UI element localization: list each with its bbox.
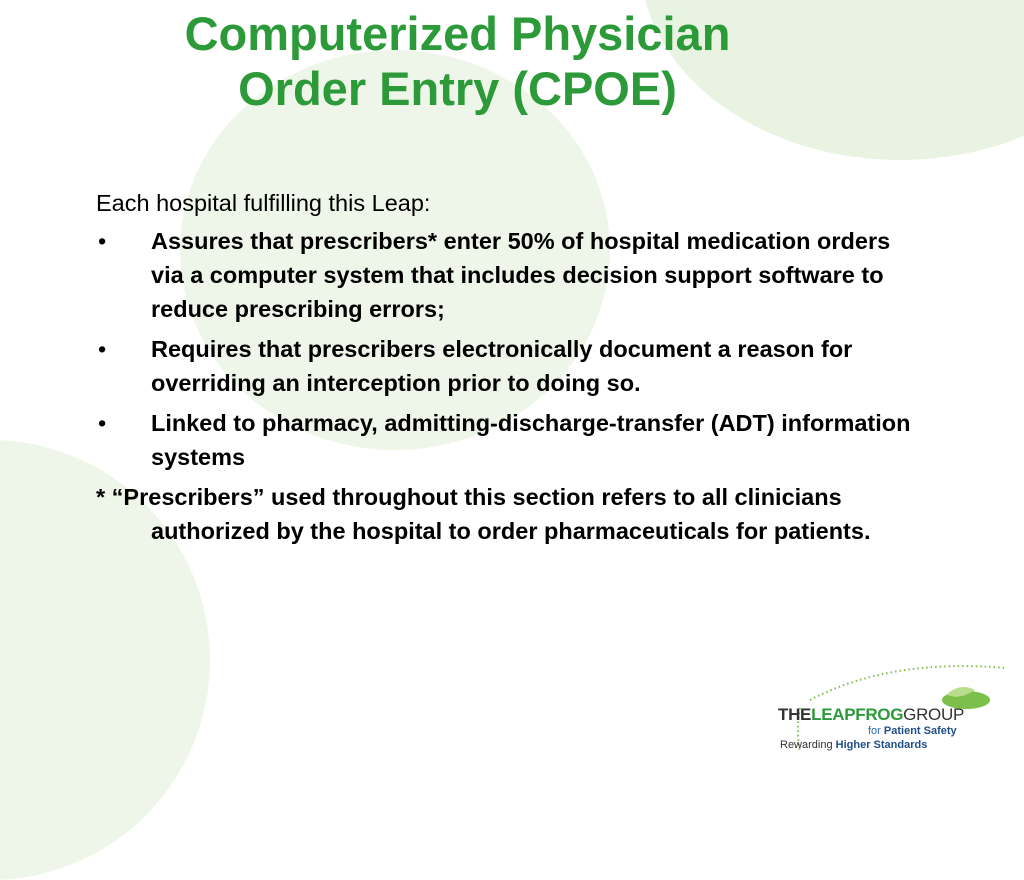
bullet-item — [96, 332, 926, 400]
logo-tagline-patient-safety: for Patient Safety — [868, 725, 957, 737]
leapfrog-logo — [770, 660, 1015, 760]
slide-body — [96, 186, 926, 548]
bullet-text: Requires that prescribers electronically document a reason for overriding an interception prior to doing so. — [151, 336, 853, 396]
bullet-icon: • — [98, 228, 107, 254]
bullet-item — [96, 224, 926, 326]
logo-tagline-rewarding: Rewarding Higher Standards — [780, 739, 928, 751]
title-line-1: Computerized Physician — [184, 7, 731, 60]
logo-wordmark: THELEAPFROGGROUP — [778, 705, 964, 724]
title-line-2: Order Entry (CPOE) — [238, 62, 677, 115]
bullet-icon: • — [98, 336, 107, 362]
bullet-text: Assures that prescribers* enter 50% of hospital medication orders via a computer system that includes decision support software to reduce prescribing errors; — [151, 228, 891, 322]
intro-text: Each hospital fulfilling this Leap: — [96, 190, 431, 216]
bullet-item — [96, 406, 926, 474]
bullet-text: Linked to pharmacy, admitting-discharge-transfer (ADT) information systems — [151, 410, 911, 470]
bullet-icon: • — [98, 410, 107, 436]
footnote: * “Prescribers” used throughout this section refers to all clinicians authorized by the hospital to order pharmaceuticals for patients. — [96, 484, 871, 544]
slide-title — [0, 6, 915, 116]
